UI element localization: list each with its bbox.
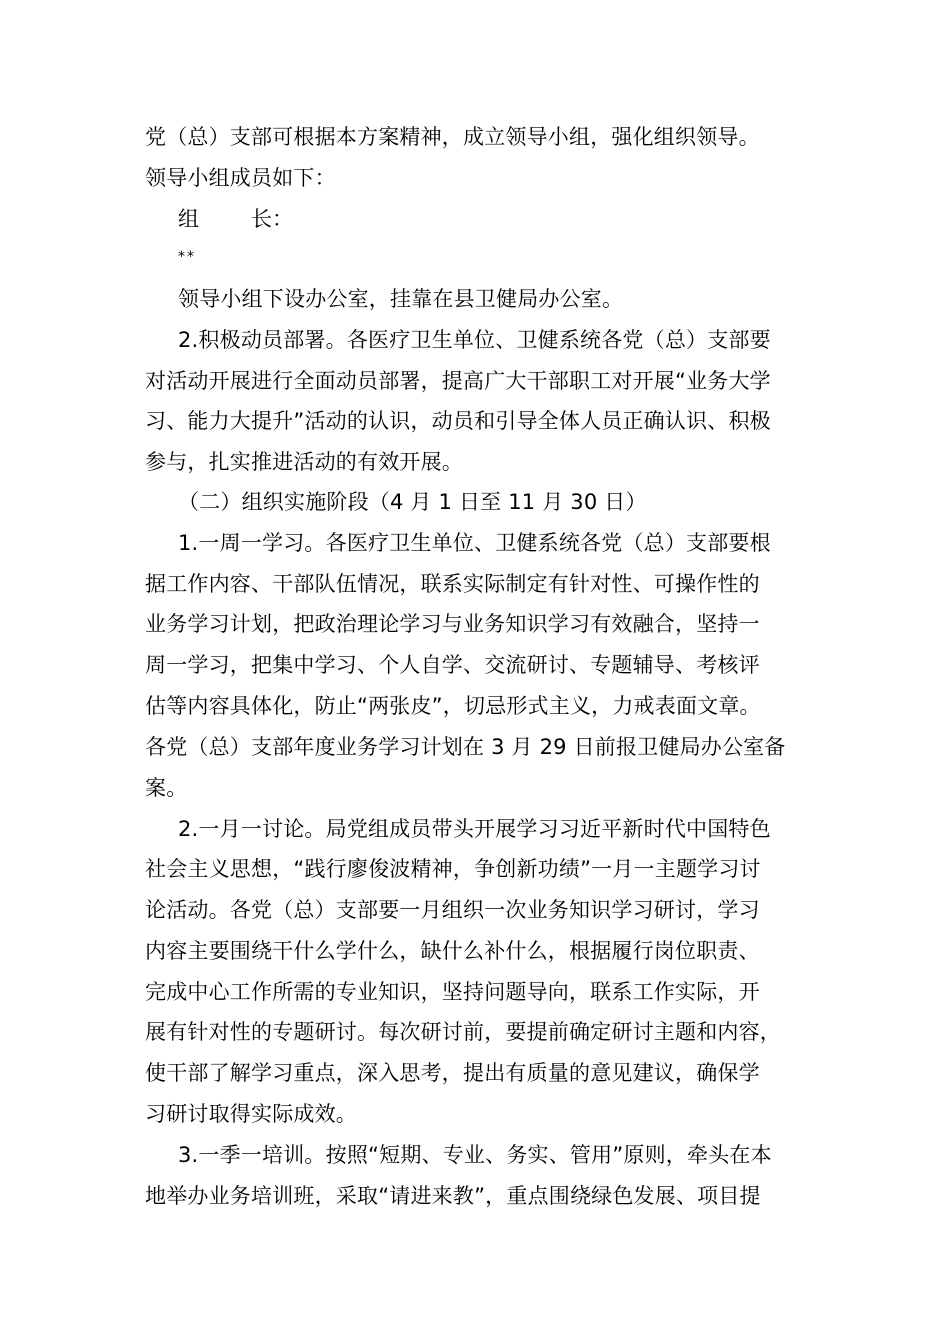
text-line: 对活动开展进行全面动员部署，提高广大干部职工对开展“业务大学 bbox=[145, 369, 771, 393]
text-line: 展有针对性的专题研讨。每次研讨前，要提前确定研讨主题和内容， bbox=[145, 1020, 781, 1044]
text-line: 各党（总）支部年度业务学习计划在 3 月 29 日前报卫健局办公室备 bbox=[145, 735, 786, 759]
text-line: 完成中心工作所需的专业知识，坚持问题导向，联系工作实际，开 bbox=[145, 980, 760, 1004]
text-line: 领导小组成员如下： bbox=[145, 166, 336, 190]
text-line: 案。 bbox=[145, 776, 188, 800]
group-leader-name: ** bbox=[178, 249, 196, 265]
text-line: 社会主义思想，“践行廖俊波精神，争创新功绩”一月一主题学习讨 bbox=[145, 857, 761, 881]
text-line: 参与，扎实推进活动的有效开展。 bbox=[145, 450, 463, 474]
text-line: 习研讨取得实际成效。 bbox=[145, 1102, 357, 1126]
group-leader-label-a: 组 bbox=[178, 207, 199, 231]
text-line: 使干部了解学习重点，深入思考，提出有质量的意见建议，确保学 bbox=[145, 1061, 760, 1085]
text-line: 1.一周一学习。各医疗卫生单位、卫健系统各党（总）支部要根 bbox=[178, 531, 771, 555]
text-line: 2.积极动员部署。各医疗卫生单位、卫健系统各党（总）支部要 bbox=[178, 328, 771, 352]
section-heading: （二）组织实施阶段（4 月 1 日至 11 月 30 日） bbox=[178, 490, 647, 514]
text-line: 论活动。各党（总）支部要一月组织一次业务知识学习研讨，学习 bbox=[145, 898, 760, 922]
text-line: 领导小组下设办公室，挂靠在县卫健局办公室。 bbox=[178, 287, 624, 311]
text-line: 业务学习计划，把政治理论学习与业务知识学习有效融合，坚持一 bbox=[145, 612, 760, 636]
text-line: 估等内容具体化，防止“两张皮”，切忌形式主义，力戒表面文章。 bbox=[145, 694, 761, 718]
text-line: 地举办业务培训班，采取“请进来教”，重点围绕绿色发展、项目提 bbox=[145, 1184, 761, 1208]
text-line: 周一学习，把集中学习、个人自学、交流研讨、专题辅导、考核评 bbox=[145, 653, 760, 677]
text-line: 党（总）支部可根据本方案精神，成立领导小组，强化组织领导。 bbox=[145, 125, 760, 149]
group-leader-label-b: 长： bbox=[251, 207, 293, 231]
text-line: 2.一月一讨论。局党组成员带头开展学习习近平新时代中国特色 bbox=[178, 817, 771, 841]
group-leader-label bbox=[178, 204, 293, 234]
text-line: 3.一季一培训。按照“短期、专业、务实、管用”原则，牵头在本 bbox=[178, 1143, 772, 1167]
text-line: 习、能力大提升”活动的认识，动员和引导全体人员正确认识、积极 bbox=[145, 409, 771, 433]
text-line: 据工作内容、干部队伍情况，联系实际制定有针对性、可操作性的 bbox=[145, 572, 760, 596]
text-line: 内容主要围绕干什么学什么，缺什么补什么，根据履行岗位职责、 bbox=[145, 939, 760, 963]
